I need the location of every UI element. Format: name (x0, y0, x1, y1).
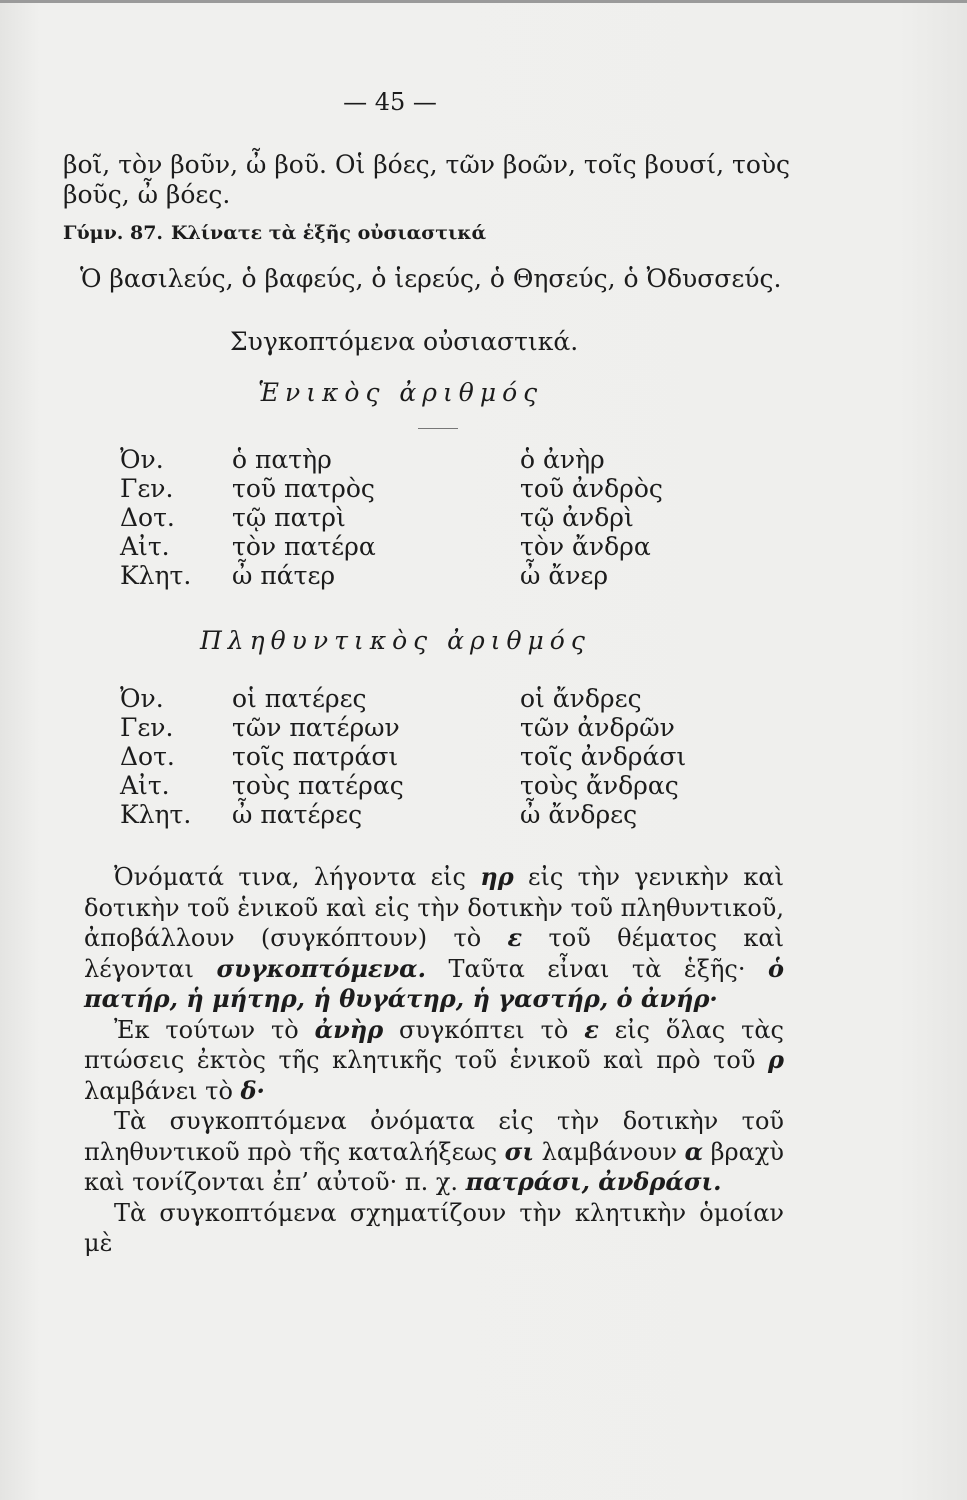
case-label: Δοτ. (120, 503, 175, 532)
case-label: Αἰτ. (120, 532, 170, 561)
case-label: Δοτ. (120, 742, 175, 771)
pater-form: τῶν πατέρων (232, 713, 400, 742)
rule-paragraph-1: Ὀνόματά τινα, λήγοντα εἰς ηρ εἰς τὴν γενικὴν καὶ δοτικὴν τοῦ ἑνικοῦ καὶ εἰς τὴν δοτικὴν τοῦ πληθυντικοῦ, ἀποβάλλουν (συγκόπτουν) τὸ ε τοῦ θέματος καὶ λέγονται συγκοπτόμενα. Ταῦτα εἶναι τὰ ἑξῆς· ὁ πατήρ, ἡ μήτηρ, ἡ θυγάτηρ, ἡ γαστήρ, ὁ ἀνήρ· (84, 862, 784, 1013)
singular-aner-column (520, 445, 663, 590)
pater-form: τοὺς πατέρας (232, 771, 404, 800)
ending-highlight: ηρ (480, 862, 514, 891)
rule-text (84, 862, 784, 1259)
aner-form: οἱ ἄνδρες (520, 684, 642, 713)
heading-rule (418, 428, 458, 429)
aner-form: τῷ ἀνδρὶ (520, 503, 634, 532)
case-label: Κλητ. (120, 561, 192, 590)
case-label: Αἰτ. (120, 771, 170, 800)
pater-form: ὦ πάτερ (232, 561, 336, 590)
aner-form: τοὺς ἄνδρας (520, 771, 679, 800)
aner-form: ὦ ἄνερ (520, 561, 609, 590)
aner-form: ὁ ἀνὴρ (520, 445, 605, 474)
aner-form: τῶν ἀνδρῶν (520, 713, 675, 742)
page-number: — 45 — (343, 88, 437, 116)
case-label: Ὀν. (120, 445, 164, 474)
top-edge-line (0, 0, 967, 3)
aner-form: τοῦ ἀνδρὸς (520, 474, 663, 503)
aner-form: τοῖς ἀνδράσι (520, 742, 687, 771)
pater-form: τῷ πατρὶ (232, 503, 346, 532)
exercise-words: Ὁ βασιλεύς, ὁ βαφεύς, ὁ ἱερεύς, ὁ Θησεύς, ὁ Ὀδυσσεύς. (80, 264, 782, 293)
pater-form: τοῖς πατράσι (232, 742, 399, 771)
intro-line-1: βοῖ, τὸν βοῦν, ὦ βοῦ. Οἱ βόες, τῶν βοῶν, τοῖς βουσί, τοὺς (63, 150, 791, 179)
plural-heading: Πληθυντικὸς ἀριθμός (200, 626, 591, 655)
term-highlight: συγκοπτόμενα. (216, 953, 426, 983)
plural-pater-column (232, 684, 404, 829)
case-label: Ὀν. (120, 684, 164, 713)
case-label: Γεν. (120, 713, 174, 742)
plural-aner-column (520, 684, 686, 829)
case-label: Γεν. (120, 474, 174, 503)
rule-paragraph-2: Ἐκ τούτων τὸ ἀνὴρ συγκόπτει τὸ ε εἰς ὅλας τὰς πτώσεις ἐκτὸς τῆς κλητικῆς τοῦ ἑνικοῦ καὶ πρὸ τοῦ ρ λαμβάνει τὸ δ· (84, 1014, 785, 1105)
singular-pater-column (232, 445, 376, 590)
pater-form: ὁ πατὴρ (232, 445, 332, 474)
aner-form: ὦ ἄνδρες (520, 800, 638, 829)
aner-form: τὸν ἄνδρα (520, 532, 651, 561)
section-title: Συγκοπτόμενα οὐσιαστικά. (230, 327, 579, 356)
singular-heading: Ἑνικὸς ἀριθμός (258, 378, 544, 407)
case-label: Κλητ. (120, 800, 192, 829)
plural-cases-column (120, 684, 191, 829)
examples-highlight: ὁ πατήρ, ἡ μήτηρ, ἡ θυγάτηρ, ἡ γαστήρ, ὁ ἀνήρ· (84, 953, 784, 1013)
rule-paragraph-4: Τὰ συγκοπτόμενα σχηματίζουν τὴν κλητικὴν ὁμοίαν μὲ (84, 1198, 784, 1257)
exercise-instruction: Κλίνατε τὰ ἑξῆς οὐσιαστικά (171, 222, 487, 244)
pater-form: τοῦ πατρὸς (232, 474, 375, 503)
pater-form: οἱ πατέρες (232, 684, 367, 713)
exercise-label: Γύμν. 87. (63, 222, 164, 244)
pater-form: τὸν πατέρα (232, 532, 376, 561)
rule-paragraph-3: Τὰ συγκοπτόμενα ὀνόματα εἰς τὴν δοτικὴν τοῦ πληθυντικοῦ πρὸ τῆς καταλήξεως σι λαμβάνουν α βραχὺ καὶ τονίζονται ἐπ’ αὐτοῦ· π. χ. πατράσι, ἀνδράσι. (84, 1107, 785, 1196)
exercise-line (63, 216, 486, 248)
singular-cases-column (120, 445, 191, 590)
pater-form: ὦ πατέρες (232, 800, 363, 829)
intro-line-2: βοῦς, ὦ βόες. (63, 180, 231, 209)
